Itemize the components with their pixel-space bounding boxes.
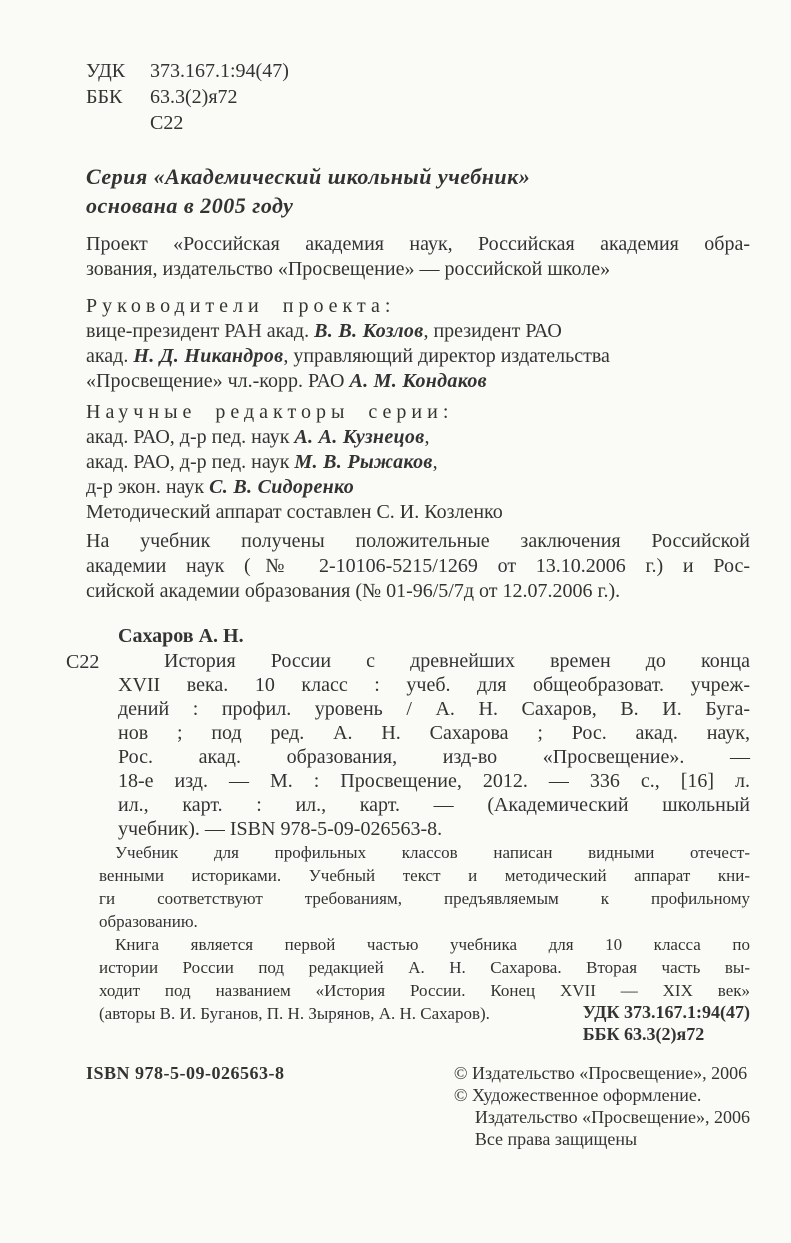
catalog-card [66, 624, 750, 1025]
author-sign-spacer [86, 110, 150, 136]
udk-row [86, 58, 750, 84]
copyright-block: © Издательство «Просвещение», 2006 © Художественное оформление. Издательство «Просвещение», 2006 Все права защищены [453, 1063, 750, 1149]
project-leaders-block [86, 294, 750, 394]
project-leaders-names: вице-президент РАН акад. В. В. Козлов, президент РАО акад. Н. Д. Никандров, управляющий директор издательства «Просвещение» чл.-корр. РАО А. М. Кондаков [86, 320, 610, 392]
udk-value: 373.167.1:94(47) [150, 60, 289, 82]
author-sign-margin: С22 [66, 651, 100, 673]
card-author: Сахаров А. Н. [118, 625, 244, 647]
author-sign-row [86, 110, 750, 136]
top-classification-codes [86, 58, 750, 136]
bbk-row [86, 84, 750, 110]
series-note: Серия «Академический школьный учебник» основана в 2005 году [86, 164, 531, 218]
series-editors-block [86, 400, 750, 500]
card-description: История России с древнейших времен до конца XVII века. 10 класс : учеб. для общеобразоват. учреж- дений : профил. уровень / А. Н. Сахаров, В. И. Буга- нов ; под ред. А. Н. Сахарова ; Рос. акад. наук, Рос. акад. образования, изд-во «Просвещение». — 18-е изд. — М. : Просвещение, 2012. — 336 с., [16] л. ил., карт. : ил., карт. — (Академический школьный учебник). — ISBN 978-5-09-026563-8. [118, 650, 750, 840]
bbk-label: ББК [86, 86, 123, 108]
series-editors-heading: Научные редакторы серии: [86, 401, 454, 423]
project-leaders-heading: Руководители проекта: [86, 295, 396, 317]
methodical-note: Методический аппарат составлен С. И. Козленко [86, 501, 503, 523]
bottom-classification-codes: УДК 373.167.1:94(47) ББК 63.3(2)я72 [582, 1002, 750, 1044]
udk-label: УДК [86, 60, 126, 82]
author-sign-top: С22 [150, 112, 184, 134]
series-editors-names: акад. РАО, д-р пед. наук А. А. Кузнецов, акад. РАО, д-р пед. наук М. В. Рыжаков, д-р экон. наук С. В. Сидоренко [86, 426, 438, 498]
bbk-value: 63.3(2)я72 [150, 86, 238, 108]
imprint-row [86, 1062, 750, 1150]
isbn-line: ISBN 978-5-09-026563-8 [86, 1063, 285, 1083]
card-annotation-2: Книга является первой частью учебника для 10 класса по истории России под редакцией А. Н. Сахарова. Вторая часть вы- ходит под названием «История России. Конец XVII — XIX век» (авторы В. И. Буганов, П. Н. Зырянов, А. Н. Сахаров). [99, 935, 750, 1023]
card-annotation-1: Учебник для профильных классов написан видными отечест- венными историками. Учебный текст и методический аппарат кни- ги соответствуют требованиям, предъявляемым к профильному образованию. [99, 843, 750, 931]
project-statement: Проект «Российская академия наук, Российская академия обра- зования, издательство «Просвещение» — российской школе» [86, 233, 750, 280]
approvals-paragraph: На учебник получены положительные заключения Российской академии наук (№ 2-10106-5215/1269 от 13.10.2006 г.) и Рос- сийской академии образования (№ 01-96/5/7д от 12.07.2006 г.). [86, 530, 750, 602]
